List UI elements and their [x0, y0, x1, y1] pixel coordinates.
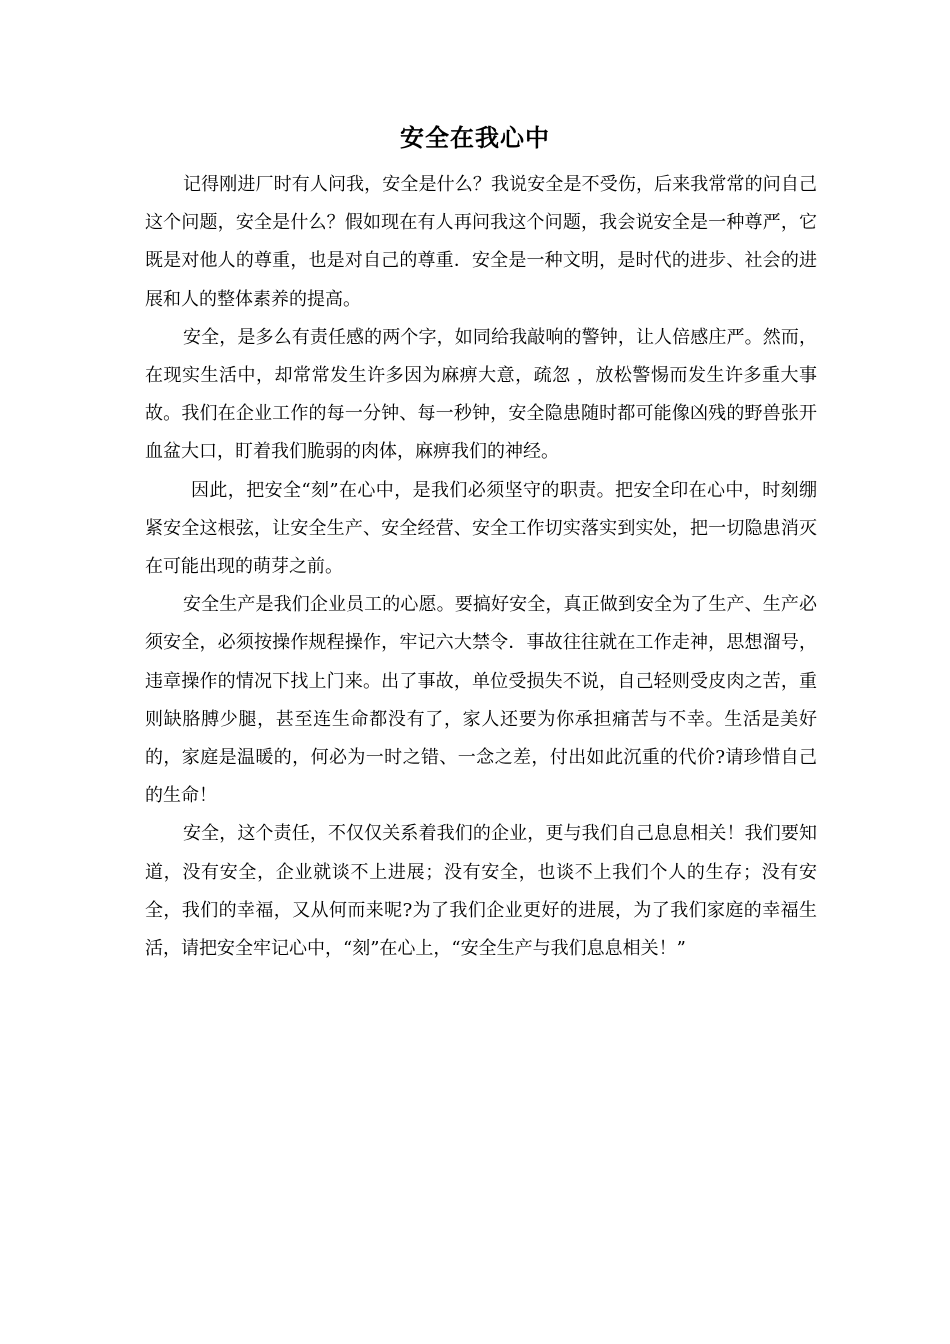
paragraph-5: 安全，这个责任，不仅仅关系着我们的企业，更与我们自己息息相关！我们要知道，没有安全，企业就谈不上进展；没有安全，也谈不上我们个人的生存；没有安全，我们的幸福，又从何而来呢?为了我们企业更好的进展，为了我们家庭的幸福生活，请把安全牢记心中，“刻”在心上，“安全生产与我们息息相关！” [145, 823, 817, 960]
paragraph-3: 因此，把安全“刻”在心中，是我们必须坚守的职责。把安全印在心中，时刻绷紧安全这根弦，让安全生产、安全经营、安全工作切实落实到实处，把一切隐患消灭在可能出现的萌芽之前。 [145, 479, 817, 578]
document-title: 安全在我心中 [400, 123, 550, 152]
paragraph-1: 记得刚进厂时有人问我，安全是什么？我说安全是不受伤，后来我常常的问自己这个问题，安全是什么？假如现在有人再问我这个问题，我会说安全是一种尊严，它既是对他人的尊重，也是对自己的尊重．安全是一种文明，是时代的进步、社会的进展和人的整体素养的提高。 [145, 174, 817, 310]
paragraph-2: 安全，是多么有责任感的两个字，如同给我敲响的警钟，让人倍感庄严。然而，在现实生活中，却常常发生许多因为麻痹大意，疏忽 ，放松警惕而发生许多重大事故。我们在企业工作的每一分钟、每一秒钟，安全隐患随时都可能像凶残的野兽张开血盆大口，盯着我们脆弱的肉体，麻痹我们的神经。 [145, 326, 817, 463]
paragraph-4: 安全生产是我们企业员工的心愿。要搞好安全，真正做到安全为了生产、生产必须安全，必须按操作规程操作，牢记六大禁令．事故往往就在工作走神，思想溜号，违章操作的情况下找上门来。出了事故，单位受损失不说，自己轻则受皮肉之苦，重则缺胳膊少腿，甚至连生命都没有了，家人还要为你承担痛苦与不幸。生活是美好的，家庭是温暖的，何必为一时之错、一念之差，付出如此沉重的代价?请珍惜自己的生命！ [145, 594, 817, 807]
document-body [145, 166, 817, 968]
